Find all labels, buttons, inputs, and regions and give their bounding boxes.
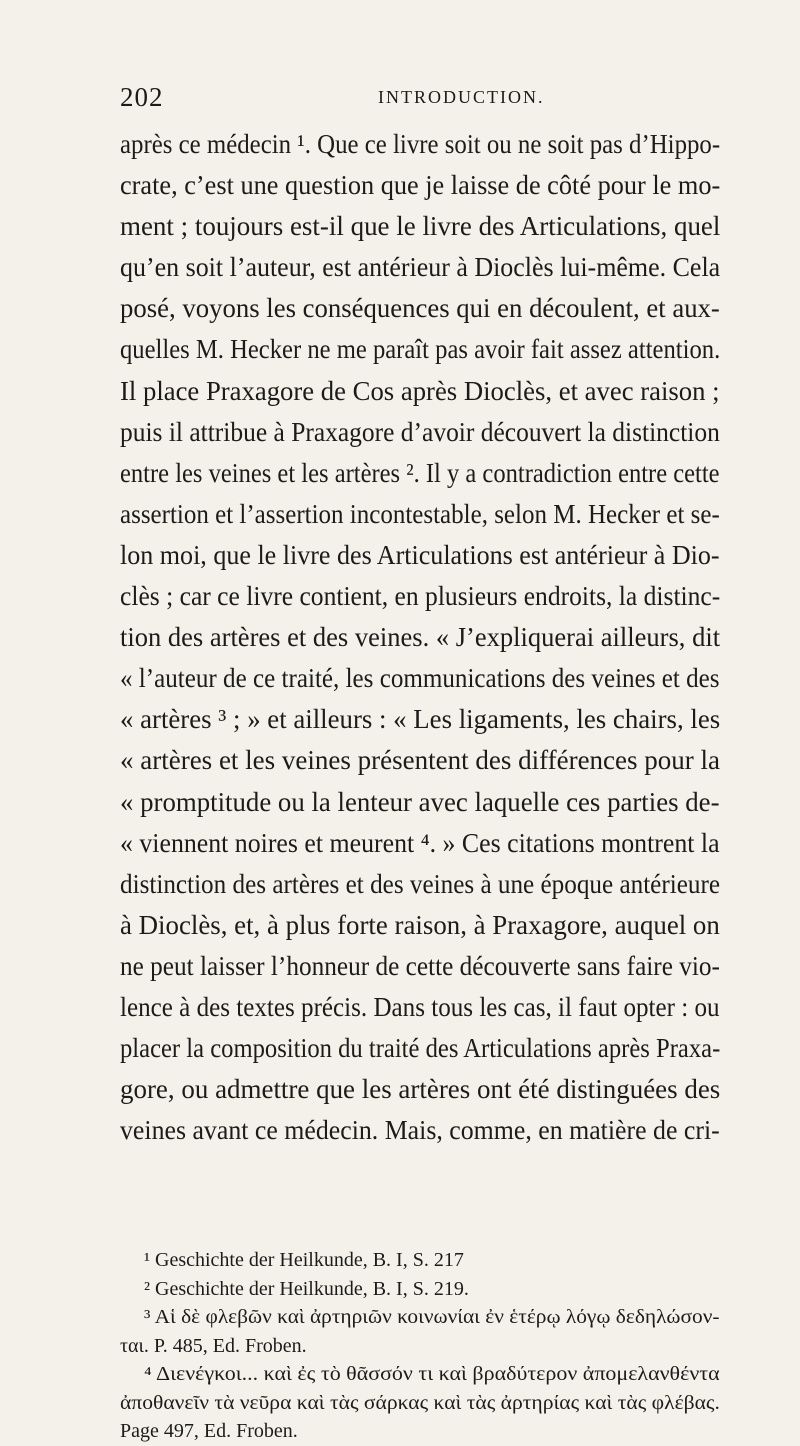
text-line <box>120 864 720 905</box>
footnote-line-content: ται. P. 485, Ed. Froben. <box>120 1334 307 1357</box>
text-line-content: assertion et l’assertion incontestable, selon M. Hecker et se- <box>120 498 720 529</box>
text-line <box>120 371 720 412</box>
text-line-content: gore, ou admettre que les artères ont été distinguées des <box>120 1074 721 1105</box>
text-line <box>120 329 720 370</box>
text-line <box>120 288 720 329</box>
text-line-content: « viennent noires et meurent ⁴. » Ces citations montrent la <box>120 827 720 858</box>
text-line <box>120 905 720 946</box>
text-line <box>120 412 720 453</box>
text-line <box>120 1110 720 1151</box>
text-line-content: entre les veines et les artères ². Il y a contradiction entre cette <box>120 457 720 488</box>
text-line <box>120 247 720 288</box>
text-line <box>120 1028 720 1069</box>
footnote-line <box>120 1389 720 1418</box>
text-line-content: lence à des textes précis. Dans tous les cas, il faut opter : ou <box>120 991 720 1022</box>
text-line <box>120 453 720 494</box>
footnote-line-content: ³ Αἱ δὲ φλεβῶν καὶ ἀρτηριῶν κοινωνίαι ἐν ἑτέρῳ λόγῳ δεδηλώσον- <box>144 1306 720 1328</box>
text-line <box>120 658 720 699</box>
text-line-content: posé, voyons les conséquences qui en découlent, et aux- <box>120 293 720 324</box>
text-line-content: « artères et les veines présentent des différences pour la <box>120 745 720 776</box>
text-line-content: placer la composition du traité des Articulations après Praxa- <box>120 1033 721 1064</box>
footnote-line-content: ἀποθανεῖν τὰ νεῦρα καὶ τὰς σάρκας καὶ τὰς ἀρτηρίας καὶ τὰς φλέβας. <box>120 1391 720 1414</box>
text-line <box>120 823 720 864</box>
text-line <box>120 987 720 1028</box>
text-line-content: qu’en soit l’auteur, est antérieur à Dioclès lui-même. Cela <box>120 252 721 283</box>
text-line-content: puis il attribue à Praxagore d’avoir découvert la distinction <box>120 416 720 447</box>
text-line-content: « promptitude ou la lenteur avec laquelle ces parties de- <box>120 786 720 817</box>
text-line <box>120 946 720 987</box>
footnote-line-content: ¹ Geschichte der Heilkunde, B. I, S. 217 <box>144 1249 464 1271</box>
text-line <box>120 124 720 165</box>
text-line-content: tion des artères et des veines. « J’expliquerai ailleurs, dit <box>120 622 721 653</box>
text-line-content: lon moi, que le livre des Articulations est antérieur à Dio- <box>120 539 720 570</box>
text-line-content: ment ; toujours est-il que le livre des Articulations, quel <box>120 211 721 242</box>
text-line-content: clès ; car ce livre contient, en plusieurs endroits, la distinc- <box>120 581 721 612</box>
running-head: INTRODUCTION. <box>378 87 545 107</box>
text-line <box>120 535 720 576</box>
text-line-content: Il place Praxagore de Cos après Dioclès, et avec raison ; <box>120 375 720 406</box>
footnote-line <box>120 1275 720 1304</box>
footnote-line <box>120 1360 720 1389</box>
footnote-line-content: ⁴ Διενέγκοι... καὶ ἐς τὸ θᾶσσόν τι καὶ βραδύτερον ἀπομελανθέντα <box>144 1363 720 1385</box>
footnote-line-content: Page 497, Ed. Froben. <box>120 1420 298 1442</box>
text-line-content: crate, c’est une question que je laisse de côté pour le mo- <box>120 170 721 201</box>
text-line <box>120 165 720 206</box>
text-line <box>120 494 720 535</box>
text-line-content: veines avant ce médecin. Mais, comme, en matière de cri- <box>120 1115 720 1146</box>
body-text <box>120 124 720 1151</box>
text-line-content: « l’auteur de ce traité, les communications des veines et des <box>120 663 720 694</box>
text-line <box>120 699 720 740</box>
text-line-content: « artères ³ ; » et ailleurs : « Les ligaments, les chairs, les <box>120 704 721 735</box>
footnote-line <box>120 1303 720 1332</box>
footnote-line <box>120 1417 720 1446</box>
text-line-content: à Dioclès, et, à plus forte raison, à Praxagore, auquel on <box>120 909 720 940</box>
page-number: 202 <box>120 82 164 112</box>
text-line <box>120 617 720 658</box>
text-line <box>120 782 720 823</box>
text-line-content: quelles M. Hecker ne me paraît pas avoir fait assez attention. <box>120 334 721 365</box>
footnotes <box>120 1246 720 1446</box>
text-line <box>120 206 720 247</box>
footnote-line-content: ² Geschichte der Heilkunde, B. I, S. 219. <box>144 1277 469 1300</box>
text-line-content: distinction des artères et des veines à une époque antérieure <box>120 868 720 899</box>
text-line <box>120 1069 720 1110</box>
text-line-content: après ce médecin ¹. Que ce livre soit ou ne soit pas d’Hippo- <box>120 129 721 159</box>
footnote-line <box>120 1246 720 1275</box>
text-line-content: ne peut laisser l’honneur de cette découverte sans faire vio- <box>120 950 720 981</box>
text-line <box>120 576 720 617</box>
footnote-line <box>120 1332 720 1361</box>
page-header <box>120 82 715 122</box>
text-line <box>120 740 720 781</box>
